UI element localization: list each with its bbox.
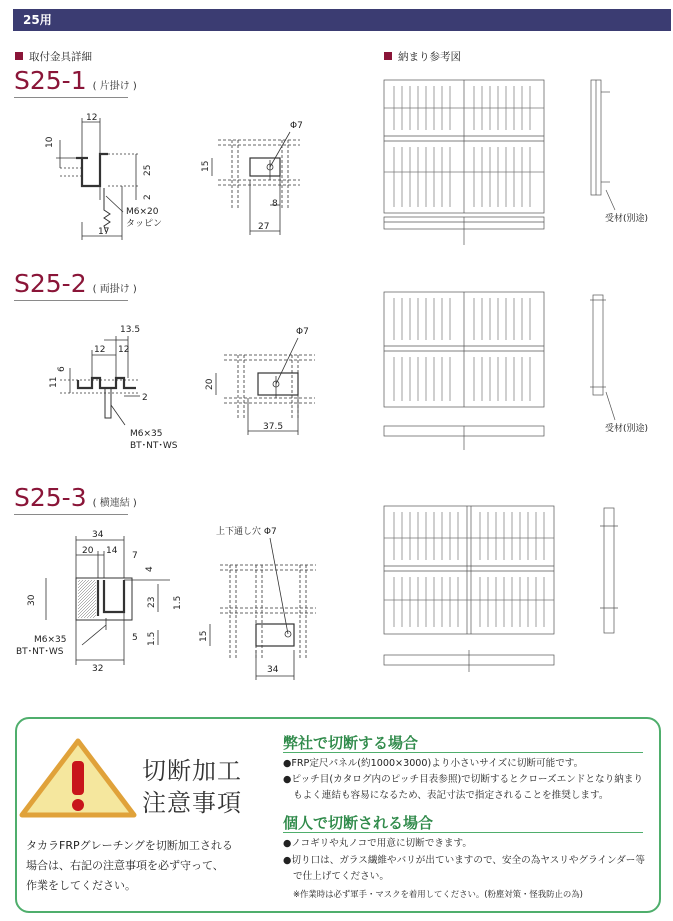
reference-grating-3 [384,506,554,672]
dim-label: 2 [142,393,148,403]
caution-body-line3: 作業をしてください。 [26,879,136,892]
header-title: 25用 [23,13,52,27]
dim-label: 12 [94,345,106,355]
bolt-label: M6×20 [126,207,159,217]
code-text: S25-2 [14,269,87,298]
dim-label: 17 [98,227,110,237]
bullet-line: ●ピッチ目(カタログ内のピッチ目表参照)で切断するとクローズエンドとなり納まり [283,774,643,785]
section-label-text: 取付金具詳細 [29,51,92,63]
bullet-line: で仕上げてください。 [293,871,389,882]
dim-label: 15 [201,160,211,172]
code-sub: ( 片掛け ) [92,81,137,92]
dim-label: 12 [118,345,130,355]
dim-label: 30 [27,594,37,606]
dim-label: 13.5 [120,325,141,335]
dim-label: 4 [145,566,155,572]
dim-label: 上下通し穴 Φ7 [216,527,277,537]
code-sub: ( 横連結 ) [92,498,137,509]
heading-self-cut: 個人で切断される場合 [283,814,434,832]
dim-label: 12 [86,113,98,123]
dim-label: Φ7 [290,121,303,131]
caution-title-line1: 切断加工 [142,757,242,785]
section-label-text: 納まり参考図 [398,51,461,63]
support-label: 受材(別途) [605,214,649,224]
heading-company-cut: 弊社で切断する場合 [283,734,419,752]
reference-drawings [384,80,618,672]
reference-grating-1 [384,80,544,245]
divider [283,752,643,753]
dim-label: 34 [267,665,279,675]
dim-label: 15 [199,630,209,642]
caution-title-line2: 注意事項 [142,789,242,817]
dim-label: 6 [57,366,67,372]
dim-label: 2 [143,194,153,200]
s25-3-plan-drawing [210,538,316,680]
bolt-label: BT･NT･WS [16,647,64,657]
bullet-line: ●切り口は、ガラス繊維やバリが出ていますので、安全の為ヤスリやグラインダー等 [283,855,645,866]
dim-label: 1.5 [173,595,183,610]
bolt-label: BT･NT･WS [130,441,178,451]
reference-side-2 [590,295,615,420]
dim-label: 5 [132,633,138,643]
dim-label: 27 [258,222,270,232]
dim-label: 25 [143,164,153,176]
dim-label: 20 [82,546,94,556]
dim-label: 37.5 [263,422,284,432]
bullet-line: もよく連結も容易になるため、表記寸法で指定されることを推奨します。 [293,790,609,801]
dim-label: 20 [205,378,215,390]
code-text: S25-1 [14,66,87,95]
reference-side-3 [600,508,618,633]
code-sub: ( 両掛け ) [92,284,137,295]
dim-label: 7 [132,551,138,561]
dim-label: 10 [45,136,55,148]
bolt-label: M6×35 [34,635,67,645]
dim-label: 1.5 [147,631,157,646]
s25-2-plan-drawing [216,338,315,435]
note-line: ※作業時は必ず軍手・マスクを着用してください。(粉塵対策・怪我防止の為) [293,889,583,899]
s25-1-plan-drawing [212,132,300,235]
dim-label: Φ7 [296,327,309,337]
reference-grating-2 [384,292,544,450]
bolt-label: M6×35 [130,429,163,439]
code-text: S25-3 [14,483,87,512]
reference-side-1 [591,80,615,210]
support-label: 受材(別途) [605,424,649,434]
dim-label: 11 [49,376,59,388]
dim-label: 8 [272,199,278,209]
bullet-line: ●ノコギリや丸ノコで用意に切断できます。 [283,838,472,849]
bullet-line: ●FRP定尺パネル(約1000×3000)より小さいサイズに切断可能です。 [283,758,584,769]
caution-body-line1: タカラFRPグレーチングを切断加工される [26,839,233,852]
caution-body-line2: 場合は、右記の注意事項を必ず守って、 [26,859,224,872]
bolt-label: タッピン [126,219,163,229]
dim-label: 34 [92,530,104,540]
dim-label: 14 [106,546,118,556]
dim-label: 32 [92,664,104,674]
warning-triangle-icon [18,737,138,819]
divider [283,832,643,833]
dim-label: 23 [147,596,157,608]
